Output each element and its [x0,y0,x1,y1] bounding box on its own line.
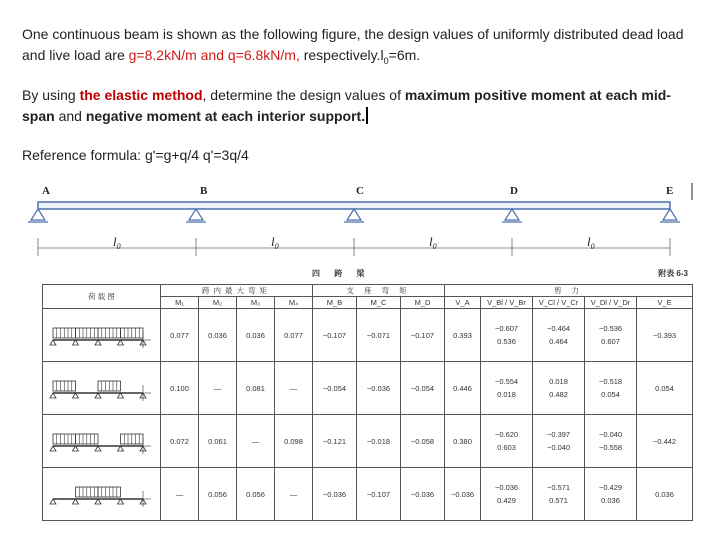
span-length-label: $l_0$ [271,234,279,251]
cell-vd-value: −0.040 [598,430,623,439]
cell-m1: 0.077 [161,309,199,362]
header-m2: M₂ [199,297,237,309]
support-label-a: A [42,185,50,197]
p2-method: the elastic method [79,87,203,103]
cell-vd-value: −0.558 [598,443,623,452]
p2-text-d: and [54,108,86,124]
header-vc: V_Cl / V_Cr [533,297,585,309]
cell-va: −0.036 [445,468,481,521]
table-row [43,468,693,521]
cell-vd [585,309,637,362]
cell-vc-value: −0.464 [546,324,571,333]
support-label-e: E [666,185,674,197]
cell-m1: — [161,468,199,521]
supports-group [28,209,680,256]
support-label-c: C [356,185,364,197]
cell-mc: −0.107 [357,468,401,521]
cell-m4: — [275,362,313,415]
cell-vb [481,309,533,362]
support-e [660,209,680,256]
cell-mc: −0.071 [357,309,401,362]
cell-vd [585,362,637,415]
support-b [186,209,206,256]
cell-ve: −0.393 [637,309,693,362]
cell-vb-value: 0.018 [497,390,516,399]
reference-formula: Reference formula: g'=g+q/4 q'=3q/4 [22,147,249,163]
header-group-span: 跨内最大弯矩 [161,285,313,297]
cell-md: −0.058 [401,415,445,468]
cell-m1: 0.100 [161,362,199,415]
cell-ve: −0.442 [637,415,693,468]
support-d [502,209,522,256]
cell-m3: 0.036 [237,309,275,362]
table-caption: 四 跨 梁 [312,269,371,278]
cell-mc: −0.036 [357,362,401,415]
cell-vd-value: −0.429 [598,483,623,492]
p2-bold-2: negative moment at each interior support. [85,108,366,124]
header-va: V_A [445,297,481,309]
cell-m2: — [199,362,237,415]
cell-vc-value: −0.397 [546,430,571,439]
load-diagram [47,473,157,513]
cell-vd-value: 0.036 [601,496,620,505]
load-diagram [47,367,157,407]
header-mb: M_B [313,297,357,309]
table-row [43,309,693,362]
load-diagram-cell [43,309,161,362]
cell-vc [533,415,585,468]
load-diagram-cell [43,362,161,415]
cell-mb: −0.054 [313,362,357,415]
cell-vc-value: 0.464 [549,337,568,346]
cell-vb-value: −0.620 [494,430,519,439]
load-diagram [47,314,157,354]
cell-m2: 0.056 [199,468,237,521]
cell-md: −0.107 [401,309,445,362]
cell-vb-value: 0.429 [497,496,516,505]
header-group-shear: 剪 力 [445,285,693,297]
cell-vd-value: −0.518 [598,377,623,386]
cell-m4: 0.098 [275,415,313,468]
support-c [344,209,364,256]
load-diagram [47,420,157,460]
beam-diagram [28,180,698,260]
problem-paragraph-1 [22,24,702,72]
cell-vc-value: 0.018 [549,377,568,386]
header-m4: M₄ [275,297,313,309]
cell-vb-value: −0.554 [494,377,519,386]
coefficient-table [42,284,693,521]
load-diagram-cell [43,468,161,521]
cell-va: 0.393 [445,309,481,362]
header-m1: M₁ [161,297,199,309]
cell-m3: 0.081 [237,362,275,415]
table-number: 附表 6-3 [658,269,688,278]
p1-subscript: 0 [383,55,389,66]
cell-md: −0.054 [401,362,445,415]
cell-ve: 0.036 [637,468,693,521]
span-length-label: $l_0$ [587,234,595,251]
header-ve: V_E [637,297,693,309]
support-a [28,209,48,256]
text-cursor [366,107,368,124]
cell-vc [533,309,585,362]
cell-vc-value: −0.040 [546,443,571,452]
cell-m4: 0.077 [275,309,313,362]
cell-md: −0.036 [401,468,445,521]
p1-load-values: g=8.2kN/m and q=6.8kN/m, [128,47,300,63]
header-m3: M₃ [237,297,275,309]
cell-mb: −0.107 [313,309,357,362]
p2-bold-1b: mid-span [22,87,671,124]
p1-text-c: =6m. [388,47,421,63]
coefficient-table-area [42,268,692,538]
cell-mb: −0.121 [313,415,357,468]
cell-vc [533,362,585,415]
cell-vd-value: 0.054 [601,390,620,399]
cell-va: 0.446 [445,362,481,415]
support-label-d: D [510,185,518,197]
header-group-support: 支 座 弯 矩 [313,285,445,297]
cell-vb [481,415,533,468]
p1-text-a: One continuous beam is shown as the following figure, the design values of uniformly distributed dead load and live load are [22,26,684,63]
cell-m1: 0.072 [161,415,199,468]
cell-vb-value: −0.036 [494,483,519,492]
cell-vc-value: 0.482 [549,390,568,399]
cell-m4: — [275,468,313,521]
table-row [43,362,693,415]
cell-vd-value: −0.536 [598,324,623,333]
cell-vb-value: 0.536 [497,337,516,346]
cell-m2: 0.036 [199,309,237,362]
p2-text-b: , determine the design values of [202,87,405,103]
cell-vb-value: −0.607 [494,324,519,333]
cell-vb-value: 0.603 [497,443,516,452]
cell-va: 0.380 [445,415,481,468]
cell-vc [533,468,585,521]
header-vd: V_Dl / V_Dr [585,297,637,309]
header-mc: M_C [357,297,401,309]
cell-m3: 0.056 [237,468,275,521]
header-md: M_D [401,297,445,309]
cell-ve: 0.054 [637,362,693,415]
p2-text-a: By using [22,87,80,103]
p1-text-b: respectively.l [299,47,384,63]
cell-vd-value: 0.607 [601,337,620,346]
cell-vd [585,415,637,468]
table-row [43,415,693,468]
cell-m3: — [237,415,275,468]
cell-vc-value: −0.571 [546,483,571,492]
cell-vb [481,468,533,521]
header-vb: V_Bl / V_Br [481,297,533,309]
cell-m2: 0.061 [199,415,237,468]
cell-mb: −0.036 [313,468,357,521]
p2-bold-1: maximum positive moment at each [404,87,638,103]
cell-mc: −0.018 [357,415,401,468]
header-load-diagram: 荷 载 图 [43,285,161,309]
span-length-label: $l_0$ [113,234,121,251]
cell-vc-value: 0.571 [549,496,568,505]
cell-vb [481,362,533,415]
load-diagram-cell [43,415,161,468]
span-length-label: $l_0$ [429,234,437,251]
cell-vd [585,468,637,521]
support-label-b: B [200,185,208,197]
problem-paragraph-2[interactable] [22,85,702,127]
